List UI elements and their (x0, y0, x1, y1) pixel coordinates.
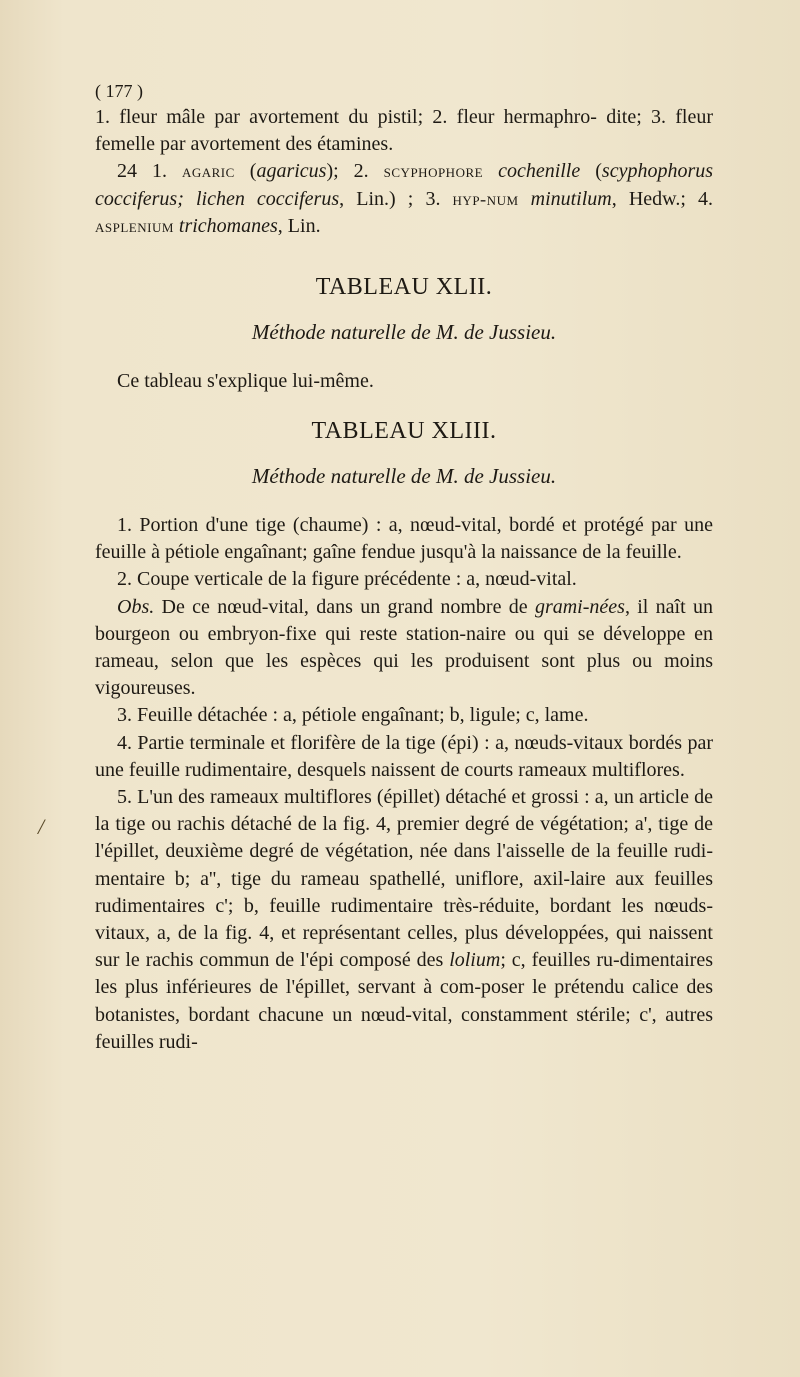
paragraph-item-1: 1. Portion d'une tige (chaume) : a, nœud-vital, bordé et protégé par une feuille à pétiole engaînant; gaîne fendue jusqu'à la naissance de la feuille. (95, 514, 713, 564)
paragraph-item-2: 2. Coupe verticale de la figure précédente : a, nœud-vital. (117, 568, 577, 591)
paragraph-item-5: 5. L'un des rameaux multiflores (épillet) détaché et grossi : a, un article de la tige ou rachis détaché de la fig. 4, premier degré de végétation; a', tige de l'épillet, deuxième degré de végétation, née dans l'aisselle de la feuille rudi-mentaire b; a'', tige du rameau spathellé, uniflore, axil-laire aux feuilles rudimentaires c'; b, feuille rudimentaire très-réduite, bordant les nœuds-vitaux, a, de la fig. 4, et représentant celles, plus développées, qui naissent sur le rachis commun de l'épi composé des lolium; c, feuilles ru-dimentaires les plus inférieures de l'épillet, servant à com-poser le prétendu calice des botanistes, bordant chacune un nœud-vital, constamment stérile; c', autres feuilles rudi- (95, 786, 713, 1053)
heading-tableau-43: TABLEAU XLIII. (311, 417, 497, 444)
page-text (95, 78, 713, 1056)
paragraph-flower-types: 1. fleur mâle par avortement du pistil; 2. fleur hermaphro- dite; 3. fleur femelle par avortement des étamines. (95, 106, 713, 156)
subheading-tableau-42: Méthode naturelle de M. de Jussieu. (251, 320, 557, 345)
paragraph-item-3: 3. Feuille détachée : a, pétiole engaînant; b, ligule; c, lame. (117, 704, 589, 727)
paragraph-item-4: 4. Partie terminale et florifère de la tige (épi) : a, nœuds-vitaux bordés par une feuille rudimentaire, desquels naissent de courts rameaux multiflores. (95, 731, 713, 781)
page-number: ( 177 ) (95, 81, 143, 101)
paragraph-obs: Obs. De ce nœud-vital, dans un grand nombre de grami-nées, il naît un bourgeon ou embryon-fixe qui reste station-naire ou qui se développe en rameau, selon que les espèces qui les produisent sont plus ou moins vigoureuses. (95, 595, 713, 700)
line-tableau-42: Ce tableau s'explique lui-même. (117, 370, 374, 393)
margin-mark: / (38, 814, 45, 839)
subheading-tableau-43: Méthode naturelle de M. de Jussieu. (251, 463, 557, 488)
paragraph-plate-24: 24 1. agaric (agaricus); 2. scyphophore cochenille (scyphophorus cocciferus; lichen cocciferus, Lin.) ; 3. hyp-num minutilum, Hedw.; 4. asplenium trichomanes, Lin. (95, 160, 714, 237)
heading-tableau-42: TABLEAU XLII. (315, 274, 493, 301)
